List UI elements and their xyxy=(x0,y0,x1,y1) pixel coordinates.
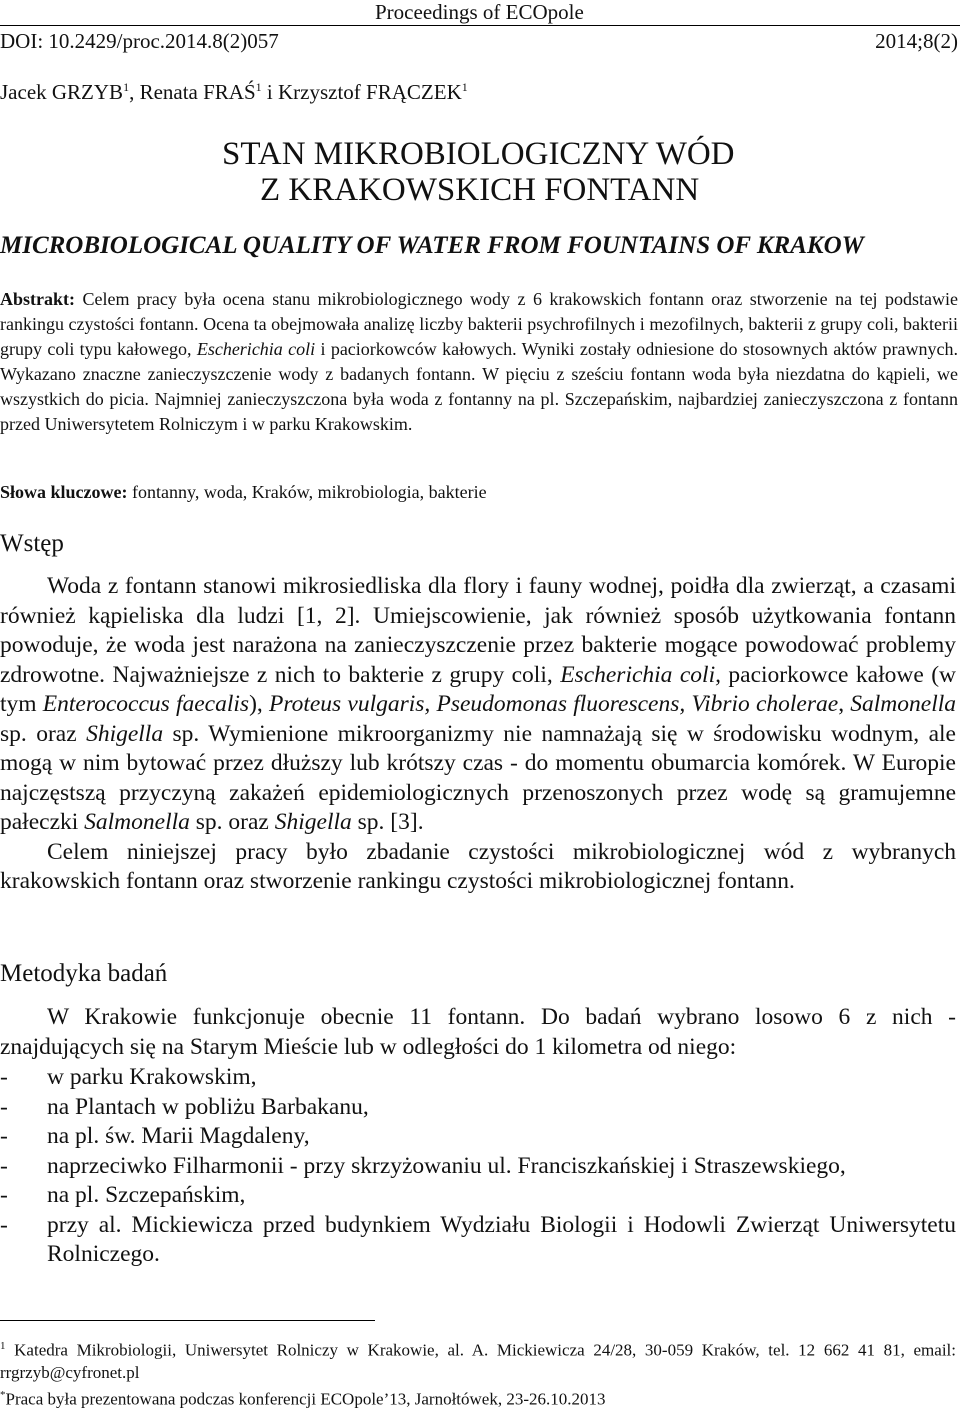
author-separator: i xyxy=(261,80,278,104)
fountain-list xyxy=(0,1063,956,1270)
intro-paragraph-2: Celem niniejszej pracy było zbadanie czystości mikrobiologicznej wód z wybranych krakowskich fontann oraz stworzenie rankingu czystości mikrobiologicznej fontann. xyxy=(0,838,956,894)
author-name: Jacek GRZYB xyxy=(0,80,124,104)
list-item: - w parku Krakowskim, xyxy=(0,1064,257,1090)
footnote-conference: *Praca była prezentowana podczas konferencji ECOpole’13, Jarnołtówek, 23-26.10.2013 xyxy=(0,1388,606,1409)
author-name: Krzysztof FRĄCZEK xyxy=(278,80,462,104)
footnote-rule xyxy=(0,1320,375,1321)
proceedings-title: Proceedings of ECOpole xyxy=(375,0,584,24)
abstract-text: Celem pracy była ocena stanu mikrobiologicznego wody z 6 krakowskich fontann oraz stworzenie na tej podstawie rankingu czystości fontann. Ocena ta obejmowała analizę liczby bakterii psychrofilnych i mezofilnych, bakterii z grupy coli, bakterii grupy coli typu kałowego, xyxy=(0,289,958,359)
affiliation-mark: 1 xyxy=(461,80,468,94)
keywords-text: fontanny, woda, Kraków, mikrobiologia, bakterie xyxy=(127,482,487,502)
english-title: MICROBIOLOGICAL QUALITY OF WATER FROM FOUNTAINS OF KRAKOW xyxy=(0,232,864,259)
methods-paragraph-1: W Krakowie funkcjonuje obecnie 11 fontann. Do badań wybrano losowo 6 z nich - znajdujących się na Starym Mieście lub w odległości do 1 kilometra od niego: xyxy=(0,1004,956,1060)
author-list xyxy=(0,80,468,105)
volume-info: 2014;8(2) xyxy=(875,29,958,53)
footnote-affiliation: $^1$ Katedra Mikrobiologii, Uniwersytet Rolniczy w Krakowie, al. A. Mickiewicza 24/28, 30-059 Kraków, tel. 12 662 41 81, email: rrgrzyb@cyfronet.pl xyxy=(0,1340,956,1382)
keywords-label: Słowa kluczowe: xyxy=(0,482,128,502)
footnotes xyxy=(0,1335,956,1410)
abstract-species: Escherichia coli xyxy=(196,339,316,359)
affiliation-mark: 1 xyxy=(123,80,130,94)
abstract xyxy=(0,287,958,437)
list-item: - na Plantach w pobliżu Barbakanu, xyxy=(0,1093,369,1120)
abstract-label: Abstrakt: xyxy=(0,289,75,309)
methods-body xyxy=(0,1003,956,1062)
intro-body xyxy=(0,572,956,897)
intro-paragraph-1: Woda z fontann stanowi mikrosiedliska dla flory i fauny wodnej, poidła dla zwierząt, a czasami również kąpieliska dla ludzi [1, 2]. Umiejscowienie, jak również sposób użytkowania fontann powoduje, że woda jest narażona na zanieczyszczenie przez bakterie mogące powodować problemy zdrowotne. Najważniejsze z nich to bakterie z grupy coli, Escherichia coli, paciorkowce kałowe (w tym Enterococcus faecalis), Proteus vulgaris, Pseudomonas fluorescens, Vibrio cholerae, Salmonella sp. oraz Shigella sp. Wymienione mikroorganizmy nie namnażają się w środowisku wodnym, ale mogą w nim bytować przez dłuższy lub krótszy czas - do momentu obumarcia komórek. W Europie najczęstszą przyczyną zakażeń epidemiologicznych przenoszonych przez wodę są gramujemne pałeczki Salmonella sp. oraz Shigella sp. [3]. xyxy=(0,573,957,835)
header-rule xyxy=(0,25,960,26)
doi[interactable]: DOI: 10.2429/proc.2014.8(2)057 xyxy=(0,29,279,53)
list-item: - na pl. Szczepańskim, xyxy=(0,1182,246,1208)
list-item: - na pl. św. Marii Magdaleny, xyxy=(0,1123,310,1149)
list-item: - naprzeciwko Filharmonii - przy skrzyżowaniu ul. Franciszkańskiej i Straszewskiego, xyxy=(0,1152,846,1179)
keywords xyxy=(0,480,958,505)
affiliation-mark: 1 xyxy=(255,80,262,94)
paper-title-line-1: STAN MIKROBIOLOGICZNY WÓD xyxy=(222,136,735,172)
abstract-text: i paciorkowców kałowych. Wyniki zostały odniesione do stosownych aktów prawnych. Wykazano znaczne zanieczyszczenie wody z badanych fontann. W pięciu z sześciu fontann woda była niezdatna do kąpieli, we wszystkich do picia. Najmniej zanieczyszczona była woda z fontanny na pl. Szczepańskim, najbardziej zanieczyszczona z fontann przed Uniwersytetem Rolniczym i w parku Krakowskim. xyxy=(0,339,958,434)
section-heading-methods: Metodyka badań xyxy=(0,960,168,987)
list-item: - przy al. Mickiewicza przed budynkiem Wydziału Biologii i Hodowli Zwierząt Uniwersytetu Rolniczego. xyxy=(0,1211,956,1267)
author-name: Renata FRAŚ xyxy=(139,80,256,104)
paper-title-line-2: Z KRAKOWSKICH FONTANN xyxy=(260,172,700,208)
author-separator: , xyxy=(129,80,140,104)
section-heading-intro: Wstęp xyxy=(0,530,64,557)
